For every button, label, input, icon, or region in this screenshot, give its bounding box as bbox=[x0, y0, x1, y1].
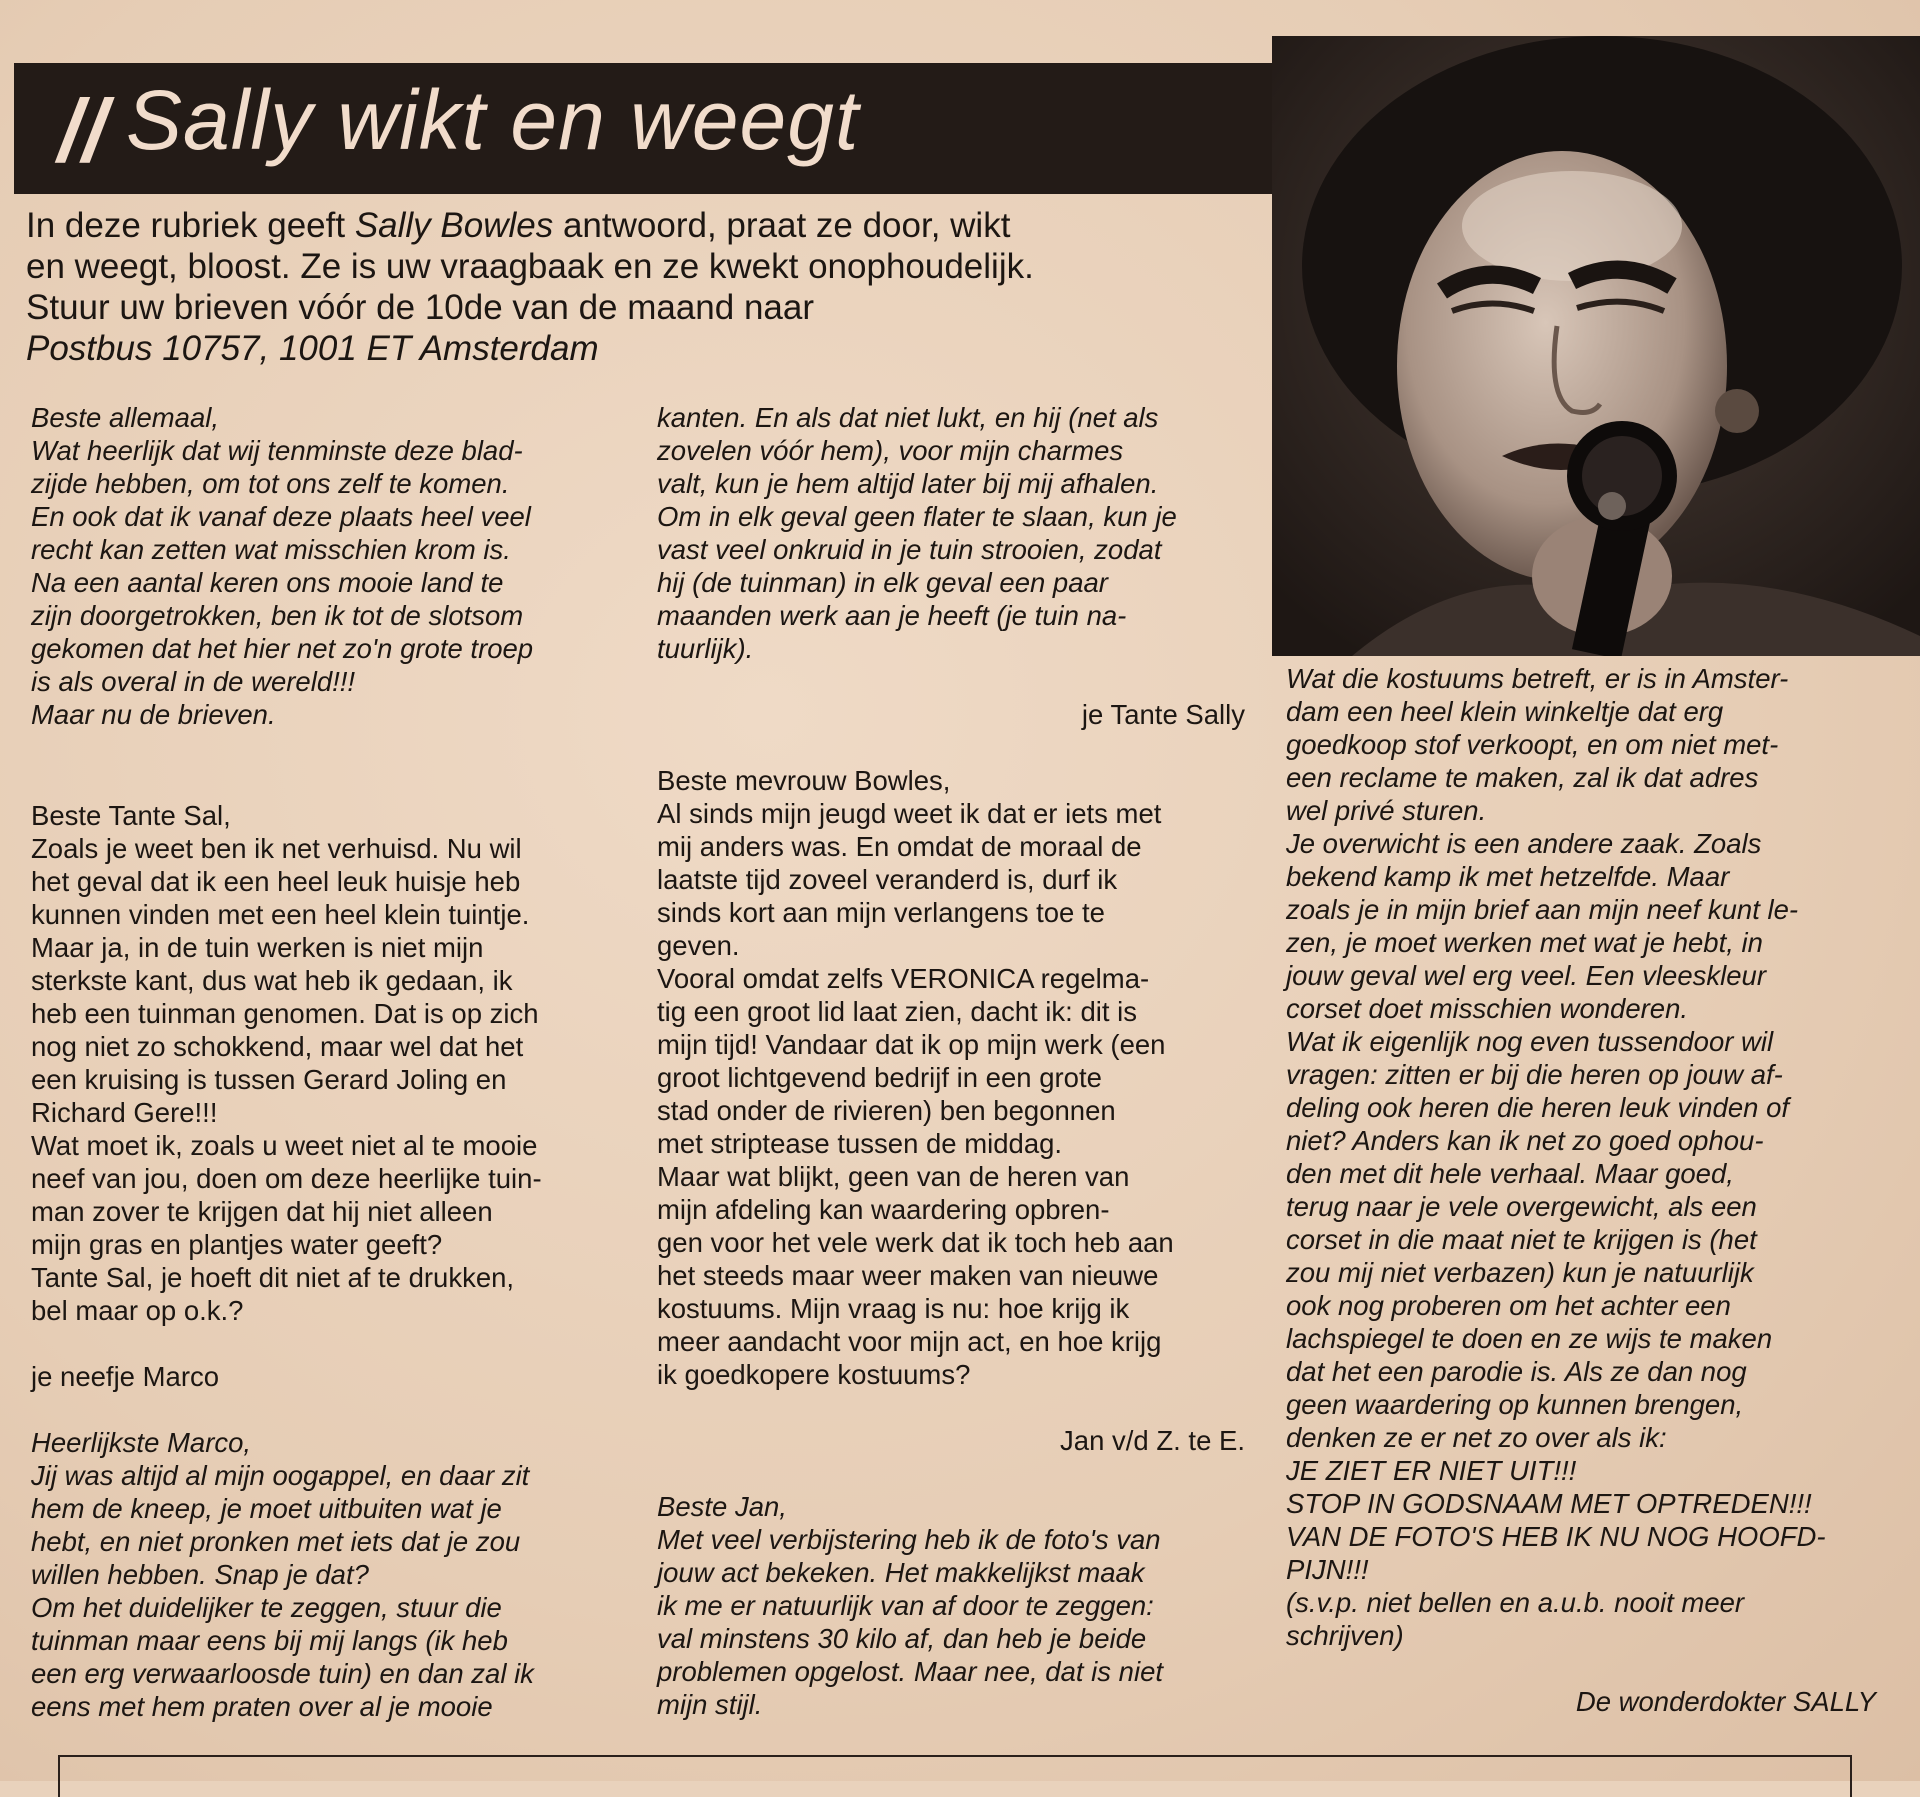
letter-jan bbox=[657, 764, 1245, 1391]
text-line: En ook dat ik vanaf deze plaats heel veel bbox=[31, 501, 531, 532]
text-line: mij anders was. En omdat de moraal de bbox=[657, 831, 1142, 862]
text-line: Wat heerlijk dat wij tenminste deze blad- bbox=[31, 435, 523, 466]
text-line: Zoals je weet ben ik net verhuisd. Nu wil bbox=[31, 833, 522, 864]
text-line: Met veel verbijstering heb ik de foto's van bbox=[657, 1524, 1161, 1555]
text-line: Na een aantal keren ons mooie land te bbox=[31, 567, 504, 598]
intro-line-1 bbox=[26, 205, 1256, 246]
text-line: geven. bbox=[657, 930, 740, 961]
text-line: tig een groot lid laat zien, dacht ik: dit is bbox=[657, 996, 1137, 1027]
text-line: Maar ja, in de tuin werken is niet mijn bbox=[31, 932, 484, 963]
letter-marco-signature: je neefje Marco bbox=[31, 1361, 220, 1392]
text-line: een reclame te maken, zal ik dat adres bbox=[1286, 762, 1759, 793]
text-column-2 bbox=[657, 401, 1245, 1721]
title-slash-marks: // bbox=[58, 81, 107, 180]
text-line: met striptease tussen de middag. bbox=[657, 1128, 1063, 1159]
letter-marco bbox=[31, 799, 623, 1327]
text-line: bel maar op o.k.? bbox=[31, 1295, 244, 1326]
text-line: mijn tijd! Vandaar dat ik op mijn werk (een bbox=[657, 1029, 1166, 1060]
text-line: willen hebben. Snap je dat? bbox=[31, 1559, 369, 1590]
text-line: sinds kort aan mijn verlangens toe te bbox=[657, 897, 1105, 928]
text-line: mijn afdeling kan waardering opbren- bbox=[657, 1194, 1110, 1225]
text-line: Wat moet ik, zoals u weet niet al te mooie bbox=[31, 1130, 538, 1161]
column-title: Sally wikt en weegt bbox=[126, 73, 860, 167]
text-line: denken ze er net zo over als ik: bbox=[1286, 1422, 1667, 1453]
text-line: mijn gras en plantjes water geeft? bbox=[31, 1229, 443, 1260]
text-line: jouw geval wel erg veel. Een vleeskleur bbox=[1286, 960, 1766, 991]
text-line: recht kan zetten wat misschien krom is. bbox=[31, 534, 511, 565]
text-line: het geval dat ik een heel leuk huisje heb bbox=[31, 866, 521, 897]
text-line: valt, kun je hem altijd later bij mij afhalen. bbox=[657, 468, 1159, 499]
intro-line-1-end: antwoord, praat ze door, wikt bbox=[553, 206, 1011, 245]
column-intro bbox=[26, 205, 1256, 369]
text-line: Vooral omdat zelfs VERONICA regelma- bbox=[657, 963, 1150, 994]
text-line: Om in elk geval geen flater te slaan, kun je bbox=[657, 501, 1177, 532]
text-line: mijn stijl. bbox=[657, 1689, 763, 1720]
text-line: ook nog proberen om het achter een bbox=[1286, 1290, 1731, 1321]
text-line: kunnen vinden met een heel klein tuintje. bbox=[31, 899, 530, 930]
text-line: goedkoop stof verkoopt, en om niet met- bbox=[1286, 729, 1779, 760]
text-line: corset doet misschien wonderen. bbox=[1286, 993, 1689, 1024]
text-line: schrijven) bbox=[1286, 1620, 1404, 1651]
text-line: Maar nu de brieven. bbox=[31, 699, 276, 730]
text-line: laatste tijd zoveel veranderd is, durf ik bbox=[657, 864, 1118, 895]
text-line: Beste Jan, bbox=[657, 1491, 787, 1522]
text-line: STOP IN GODSNAAM MET OPTREDEN!!! bbox=[1286, 1488, 1812, 1519]
text-line: jouw act bekeken. Het makkelijkst maak bbox=[657, 1557, 1145, 1588]
text-line: heb een tuinman genomen. Dat is op zich bbox=[31, 998, 539, 1029]
text-line: hij (de tuinman) in elk geval een paar bbox=[657, 567, 1108, 598]
text-line: JE ZIET ER NIET UIT!!! bbox=[1286, 1455, 1577, 1486]
letter-jan-signature: Jan v/d Z. te E. bbox=[1060, 1425, 1245, 1456]
text-line: Al sinds mijn jeugd weet ik dat er iets met bbox=[657, 798, 1162, 829]
text-line: zoals je in mijn brief aan mijn neef kunt le- bbox=[1286, 894, 1799, 925]
text-line: bekend kamp ik met hetzelfde. Maar bbox=[1286, 861, 1730, 892]
next-article-frame bbox=[58, 1755, 1852, 1797]
text-line: eens met hem praten over al je mooie bbox=[31, 1691, 493, 1722]
text-line: tuinman maar eens bij mij langs (ik heb bbox=[31, 1625, 508, 1656]
text-line: corset in die maat niet te krijgen is (het bbox=[1286, 1224, 1757, 1255]
text-line: ik me er natuurlijk van af door te zeggen: bbox=[657, 1590, 1154, 1621]
text-line: (s.v.p. niet bellen en a.u.b. nooit meer bbox=[1286, 1587, 1745, 1618]
text-line: Tante Sal, je hoeft dit niet af te drukken, bbox=[31, 1262, 515, 1293]
text-line: Beste mevrouw Bowles, bbox=[657, 765, 951, 796]
text-line: Jij was altijd al mijn oogappel, en daar zit bbox=[31, 1460, 530, 1491]
intro-line-2: en weegt, bloost. Ze is uw vraagbaak en ze kwekt onophoudelijk. bbox=[26, 247, 1034, 286]
text-line: zijde hebben, om tot ons zelf te komen. bbox=[31, 468, 510, 499]
text-line: Maar wat blijkt, geen van de heren van bbox=[657, 1161, 1130, 1192]
intro-line-3: Stuur uw brieven vóór de 10de van de maand naar bbox=[26, 288, 815, 327]
text-line: deling ook heren die heren leuk vinden of bbox=[1286, 1092, 1790, 1123]
text-line: neef van jou, doen om deze heerlijke tuin- bbox=[31, 1163, 542, 1194]
text-line: Wat ik eigenlijk nog even tussendoor wil bbox=[1286, 1026, 1774, 1057]
intro-line-1-start: In deze rubriek geeft bbox=[26, 206, 355, 245]
text-line: den met dit hele verhaal. Maar goed, bbox=[1286, 1158, 1734, 1189]
text-line: groot lichtgevend bedrijf in een grote bbox=[657, 1062, 1102, 1093]
text-line: zen, je moet werken met wat je hebt, in bbox=[1286, 927, 1763, 958]
text-line: vragen: zitten er bij die heren op jouw af- bbox=[1286, 1059, 1783, 1090]
text-line: een kruising is tussen Gerard Joling en bbox=[31, 1064, 507, 1095]
text-line: gen voor het vele werk dat ik toch heb aan bbox=[657, 1227, 1174, 1258]
text-line: nog niet zo schokkend, maar wel dat het bbox=[31, 1031, 524, 1062]
sally-photo bbox=[1272, 36, 1920, 656]
text-line: kostuums. Mijn vraag is nu: hoe krijg ik bbox=[657, 1293, 1130, 1324]
text-line: wel privé sturen. bbox=[1286, 795, 1487, 826]
intro-author-name: Sally Bowles bbox=[354, 206, 554, 245]
text-line: problemen opgelost. Maar nee, dat is niet bbox=[657, 1656, 1163, 1687]
text-line: meer aandacht voor mijn act, en hoe krijg bbox=[657, 1326, 1162, 1357]
text-line: stad onder de rivieren) ben begonnen bbox=[657, 1095, 1116, 1126]
text-line: geen waardering op kunnen brengen, bbox=[1286, 1389, 1744, 1420]
text-line: Beste allemaal, bbox=[31, 402, 220, 433]
reply-jan-signature: De wonderdokter SALLY bbox=[1575, 1686, 1876, 1717]
reply-marco-signature: je Tante Sally bbox=[1081, 699, 1245, 730]
text-line: is als overal in de wereld!!! bbox=[31, 666, 356, 697]
sally-portrait-illustration bbox=[1272, 36, 1920, 656]
reply-marco bbox=[31, 1426, 623, 1723]
text-line: kanten. En als dat niet lukt, en hij (net als bbox=[657, 402, 1159, 433]
text-column-1 bbox=[31, 401, 623, 1723]
opening-note bbox=[31, 401, 623, 731]
text-line: Beste Tante Sal, bbox=[31, 800, 231, 831]
text-line: ik goedkopere kostuums? bbox=[657, 1359, 971, 1390]
text-line: gekomen dat het hier net zo'n grote troep bbox=[31, 633, 534, 664]
text-line: dam een heel klein winkeltje dat erg bbox=[1286, 696, 1724, 727]
text-line: hebt, en niet pronken met iets dat je zou bbox=[31, 1526, 521, 1557]
text-line: terug naar je vele overgewicht, als een bbox=[1286, 1191, 1757, 1222]
text-line: Wat die kostuums betreft, er is in Amster- bbox=[1286, 663, 1789, 694]
text-line: VAN DE FOTO'S HEB IK NU NOG HOOFD- bbox=[1286, 1521, 1826, 1552]
text-line: hem de kneep, je moet uitbuiten wat je bbox=[31, 1493, 502, 1524]
text-line: Je overwicht is een andere zaak. Zoals bbox=[1286, 828, 1762, 859]
text-line: PIJN!!! bbox=[1286, 1554, 1369, 1585]
reply-marco-continued bbox=[657, 401, 1245, 665]
text-line: lachspiegel te doen en ze wijs te maken bbox=[1286, 1323, 1773, 1354]
text-line: zovelen vóór hem), voor mijn charmes bbox=[657, 435, 1124, 466]
reply-jan bbox=[657, 1490, 1245, 1721]
text-line: man zover te krijgen dat hij niet alleen bbox=[31, 1196, 493, 1227]
reply-jan-continued bbox=[1286, 662, 1876, 1652]
text-line: Richard Gere!!! bbox=[31, 1097, 218, 1128]
text-column-3 bbox=[1286, 662, 1876, 1718]
text-line: dat het een parodie is. Als ze dan nog bbox=[1286, 1356, 1747, 1387]
text-line: een erg verwaarloosde tuin) en dan zal ik bbox=[31, 1658, 534, 1689]
text-line: zou mij niet verbazen) kun je natuurlijk bbox=[1286, 1257, 1754, 1288]
text-line: vast veel onkruid in je tuin strooien, zodat bbox=[657, 534, 1162, 565]
text-line: niet? Anders kan ik net zo goed ophou- bbox=[1286, 1125, 1764, 1156]
text-line: Heerlijkste Marco, bbox=[31, 1427, 252, 1458]
text-line: het steeds maar weer maken van nieuwe bbox=[657, 1260, 1159, 1291]
text-line: zijn doorgetrokken, ben ik tot de slotsom bbox=[31, 600, 524, 631]
intro-address: Postbus 10757, 1001 ET Amsterdam bbox=[26, 329, 599, 368]
text-line: maanden werk aan je heeft (je tuin na- bbox=[657, 600, 1127, 631]
text-line: tuurlijk). bbox=[657, 633, 754, 664]
text-line: sterkste kant, dus wat heb ik gedaan, ik bbox=[31, 965, 513, 996]
text-line: val minstens 30 kilo af, dan heb je beide bbox=[657, 1623, 1147, 1654]
text-line: Om het duidelijker te zeggen, stuur die bbox=[31, 1592, 502, 1623]
